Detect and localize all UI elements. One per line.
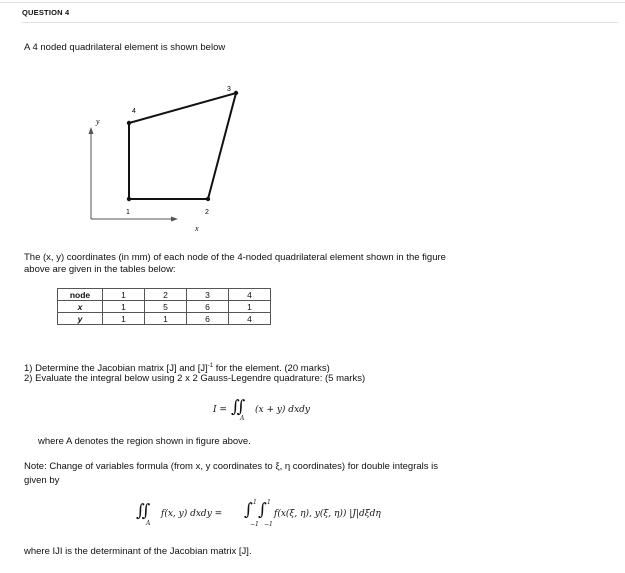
table-header-cell: node (58, 289, 103, 301)
integral-lhs: I = (213, 405, 227, 415)
footer-text: where IJI is the determinant of the Jacobian matrix [J]. (24, 546, 252, 557)
table-cell: 6 (187, 313, 229, 325)
task-1-superscript: -1 (207, 363, 214, 369)
table-cell: 1 (103, 289, 145, 301)
coords-text-line2: above are given in the tables below: (24, 264, 176, 275)
table-cell: 1 (103, 313, 145, 325)
table-row-x (58, 301, 271, 313)
table-row-label: x (58, 301, 103, 313)
node-1-dot (127, 197, 131, 201)
intro-text: A 4 noded quadrilateral element is shown below (24, 42, 226, 53)
quad-element (129, 93, 236, 199)
lower-limit-1: −1 (250, 521, 259, 528)
task-2: 2) Evaluate the integral below using 2 x 2 Gauss-Legendre quadrature: (5 marks) (24, 373, 366, 384)
table-cell: 4 (229, 289, 271, 301)
table-cell: 1 (103, 301, 145, 313)
node-4-dot (127, 121, 131, 125)
table-row-header (58, 289, 271, 301)
node-3-label: 3 (227, 86, 231, 93)
node-2-dot (206, 197, 210, 201)
coords-text-line1: The (x, y) coordinates (in mm) of each node of the 4-noded quadrilateral element shown in the figure (24, 252, 446, 263)
integral-rhs-integrand: f(x(ξ, η), y(ξ, η)) |J|dξdη (274, 509, 381, 519)
lower-limit-2: −1 (264, 521, 273, 528)
table-cell: 4 (229, 313, 271, 325)
note-line1: Note: Change of variables formula (from x, y coordinates to ξ, η coordinates) for double integrals is (24, 461, 439, 472)
table-cell: 1 (145, 313, 187, 325)
table-cell: 5 (145, 301, 187, 313)
task-1-text: 1) Determine the Jacobian matrix [J] and [J] (24, 363, 208, 375)
double-integral-symbol: ∬ (231, 397, 246, 417)
upper-limit-2: 1 (267, 499, 271, 506)
node-coordinates-table (57, 288, 271, 325)
table-cell: 1 (229, 301, 271, 313)
integral-equation-2 (136, 501, 396, 535)
table-row-y (58, 313, 271, 325)
where-a-text: where A denotes the region shown in figure above. (38, 436, 251, 447)
integral-equation-1 (213, 397, 353, 427)
integral-subscript: A (240, 415, 245, 422)
integral-symbol-2: ∫ (258, 500, 267, 520)
table-cell: 3 (187, 289, 229, 301)
x-axis-label: x (195, 224, 199, 233)
node-4-label: 4 (132, 108, 136, 115)
node-3-dot (234, 91, 238, 95)
y-axis-label: y (96, 117, 100, 126)
double-integral-symbol: ∬ (136, 501, 151, 521)
integral-subscript: A (146, 520, 151, 527)
task-1-text-end: for the element. (20 marks) (213, 363, 330, 375)
integral-lhs-integrand: f(x, y) dxdy = (161, 509, 223, 519)
note-line2: given by (24, 475, 60, 486)
node-1-label: 1 (126, 209, 130, 216)
upper-limit-1: 1 (253, 499, 257, 506)
quadrilateral-figure (0, 0, 625, 250)
integral-integrand: (x + y) dxdy (255, 405, 310, 415)
y-axis-arrow (89, 127, 94, 134)
table-row-label: y (58, 313, 103, 325)
integral-symbol-1: ∫ (244, 500, 253, 520)
table-cell: 2 (145, 289, 187, 301)
table-cell: 6 (187, 301, 229, 313)
question-label: QUESTION 4 (22, 8, 70, 17)
node-2-label: 2 (205, 209, 209, 216)
x-axis-arrow (171, 217, 178, 222)
